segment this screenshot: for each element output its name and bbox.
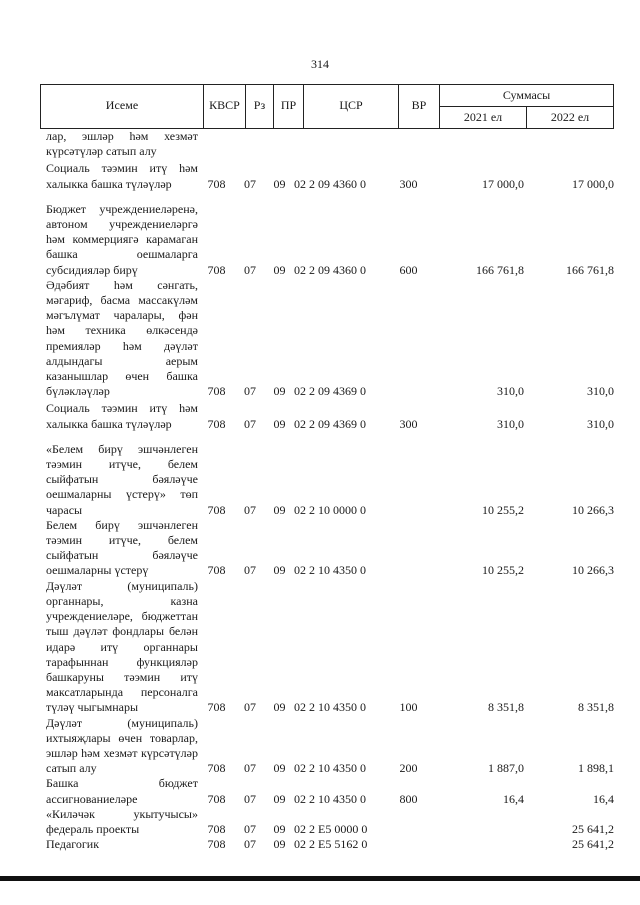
row-name: «Белем бирү эшчәнлеген тәэмин итүче, белем сыйфатын бәяләүче оешмаларны үстерү» төп чарасы: [46, 441, 198, 517]
row-kvsr: 708: [207, 761, 226, 776]
row-sum-2022: 10 266,3: [572, 502, 614, 517]
row-sum-2021: 10 255,2: [482, 502, 524, 517]
row-sum-2021: [430, 807, 524, 837]
row-kvsr: [198, 129, 235, 159]
row-rz: 07: [244, 262, 256, 277]
row-kvsr: 708: [207, 176, 226, 191]
row-kvsr: 708: [207, 262, 226, 277]
row-sum-2022: 8 351,8: [578, 700, 614, 715]
budget-table: [46, 129, 614, 852]
row-kvsr: 708: [207, 837, 226, 852]
row-csr: 02 2 09 4369 0: [294, 416, 366, 431]
row-csr: 02 2 E5 5162 0: [294, 837, 368, 852]
row-name: Башка бюджет ассигнованиеләре: [46, 776, 198, 806]
table-row: [46, 716, 614, 777]
row-sum-2022: 310,0: [587, 384, 614, 399]
row-sum-2022: [524, 129, 614, 159]
row-kvsr: 708: [207, 502, 226, 517]
row-sum-2022: 16,4: [593, 791, 614, 806]
table-row: [46, 518, 614, 579]
row-rz: [235, 129, 265, 159]
row-csr: 02 2 10 4350 0: [294, 563, 366, 578]
row-vr: 600: [399, 262, 418, 277]
row-vr: [387, 278, 430, 400]
row-pr: 09: [273, 502, 286, 517]
header-kvsr: КВСР: [209, 98, 240, 112]
row-pr: 09: [273, 837, 286, 852]
table-row: [46, 776, 614, 806]
row-vr: [387, 837, 430, 852]
header-pr: ПР: [280, 98, 297, 112]
row-sum-2021: 8 351,8: [488, 700, 524, 715]
row-sum-2022: 166 761,8: [566, 262, 614, 277]
row-sum-2021: 166 761,8: [476, 262, 524, 277]
row-pr: 09: [273, 791, 286, 806]
row-vr: [387, 432, 430, 518]
row-pr: 09: [273, 262, 286, 277]
row-name: Бюджет учреждениеләренә, автоном учреждениеләргә һәм коммерциягә карамаган башка оешмаларга субсидияләр бирү: [46, 201, 198, 277]
row-vr: [387, 518, 430, 579]
row-kvsr: 708: [207, 416, 226, 431]
row-pr: 09: [273, 563, 286, 578]
header-2021: 2021 ел: [463, 110, 503, 124]
row-sum-2021: [430, 129, 524, 159]
header-sums: Суммасы: [502, 88, 551, 102]
header-name: Исеме: [105, 98, 139, 112]
row-csr: 02 2 10 4350 0: [294, 791, 366, 806]
header-vr: ВР: [411, 98, 427, 112]
row-name: Социаль тәэмин итү һәм халыкка башка түләүләр: [46, 161, 198, 191]
row-vr: 100: [399, 700, 418, 715]
table-row: [46, 432, 614, 518]
table-row: [46, 159, 614, 191]
row-name: Социаль тәэмин итү һәм халыкка башка түләүләр: [46, 401, 198, 431]
row-kvsr: 708: [207, 821, 226, 836]
row-sum-2022: 25 641,2: [572, 821, 614, 836]
row-name: Әдәбият һәм сәнгать, мәгариф, басма массакүләм мәгълүмат чаралары, фән һәм техника өлкәсендә премияләр һәм дәүләт алдындагы аерым казанышлар өчен башка бүләкләүләр: [46, 277, 198, 399]
row-kvsr: 708: [207, 563, 226, 578]
row-name: Дәүләт (муниципаль) органнары, казна учреждениеләре, бюджеттан тыш дәүләт фондлары белән идарә итү органнары тарафыннан функцияләр башкаруны тәэмин итү максатларында персоналга түләү чыгымнары: [46, 578, 198, 715]
row-rz: 07: [244, 176, 256, 191]
row-pr: 09: [273, 761, 286, 776]
table-header: [40, 84, 614, 128]
row-pr: 09: [273, 416, 286, 431]
row-vr: 300: [399, 416, 418, 431]
header-rz: Рз: [253, 98, 266, 112]
row-csr: [294, 129, 387, 159]
row-csr: 02 2 09 4360 0: [294, 262, 366, 277]
row-sum-2022: 1 898,1: [578, 761, 614, 776]
row-csr: 02 2 E5 0000 0: [294, 821, 368, 836]
row-pr: [265, 129, 294, 159]
row-sum-2021: 10 255,2: [482, 563, 524, 578]
page-number: 314: [311, 57, 329, 71]
row-vr: [387, 129, 430, 159]
table-row: [46, 129, 614, 159]
row-kvsr: 708: [207, 791, 226, 806]
table-row: [46, 837, 614, 852]
table-row: [46, 278, 614, 400]
row-sum-2022: 10 266,3: [572, 563, 614, 578]
table-row: [46, 399, 614, 431]
row-pr: 09: [273, 384, 286, 399]
row-rz: 07: [244, 502, 256, 517]
row-csr: 02 2 10 4350 0: [294, 700, 366, 715]
row-kvsr: 708: [207, 384, 226, 399]
row-csr: 02 2 10 4350 0: [294, 761, 366, 776]
row-kvsr: 708: [207, 700, 226, 715]
row-sum-2022: 310,0: [587, 416, 614, 431]
row-sum-2021: 310,0: [497, 416, 524, 431]
row-pr: 09: [273, 821, 286, 836]
header-sub-rule: [439, 106, 614, 107]
row-vr: 800: [399, 791, 418, 806]
row-rz: 07: [244, 563, 256, 578]
row-rz: 07: [244, 384, 256, 399]
row-rz: 07: [244, 700, 256, 715]
row-rz: 07: [244, 821, 256, 836]
row-sum-2021: 310,0: [497, 384, 524, 399]
row-rz: 07: [244, 416, 256, 431]
row-name: Дәүләт (муниципаль) ихтыяҗлары өчен товарлар, эшләр һәм хезмәт күрсәтүләр сатып алу: [46, 715, 198, 776]
row-csr: 02 2 10 0000 0: [294, 502, 366, 517]
scan-edge-bar: [0, 876, 640, 881]
row-name: лар, эшләр һәм хезмәт күрсәтүләр сатып алу: [46, 129, 198, 159]
row-name: Белем бирү эшчәнлеген тәэмин итүче, белем сыйфатын бәяләүче оешмаларны үстерү: [46, 517, 198, 578]
header-2022: 2022 ел: [550, 110, 590, 124]
row-vr: 300: [399, 176, 418, 191]
row-sum-2021: 17 000,0: [482, 176, 524, 191]
table-row: [46, 807, 614, 837]
table-row: [46, 192, 614, 278]
row-rz: 07: [244, 791, 256, 806]
row-csr: 02 2 09 4369 0: [294, 384, 366, 399]
table-row: [46, 579, 614, 716]
row-vr: 200: [399, 761, 418, 776]
header-csr: ЦСР: [339, 98, 363, 112]
row-rz: 07: [244, 837, 256, 852]
row-sum-2022: 17 000,0: [572, 176, 614, 191]
row-pr: 09: [273, 700, 286, 715]
row-name: Педагогик: [46, 837, 100, 852]
row-sum-2021: [430, 837, 524, 852]
row-pr: 09: [273, 176, 286, 191]
row-csr: 02 2 09 4360 0: [294, 176, 366, 191]
row-rz: 07: [244, 761, 256, 776]
row-sum-2021: 16,4: [503, 791, 524, 806]
row-vr: [387, 807, 430, 837]
row-sum-2021: 1 887,0: [488, 761, 524, 776]
table-body: [46, 129, 614, 852]
row-sum-2022: 25 641,2: [572, 837, 614, 852]
row-name: «Киләчәк укытучысы» федераль проекты: [46, 806, 198, 836]
